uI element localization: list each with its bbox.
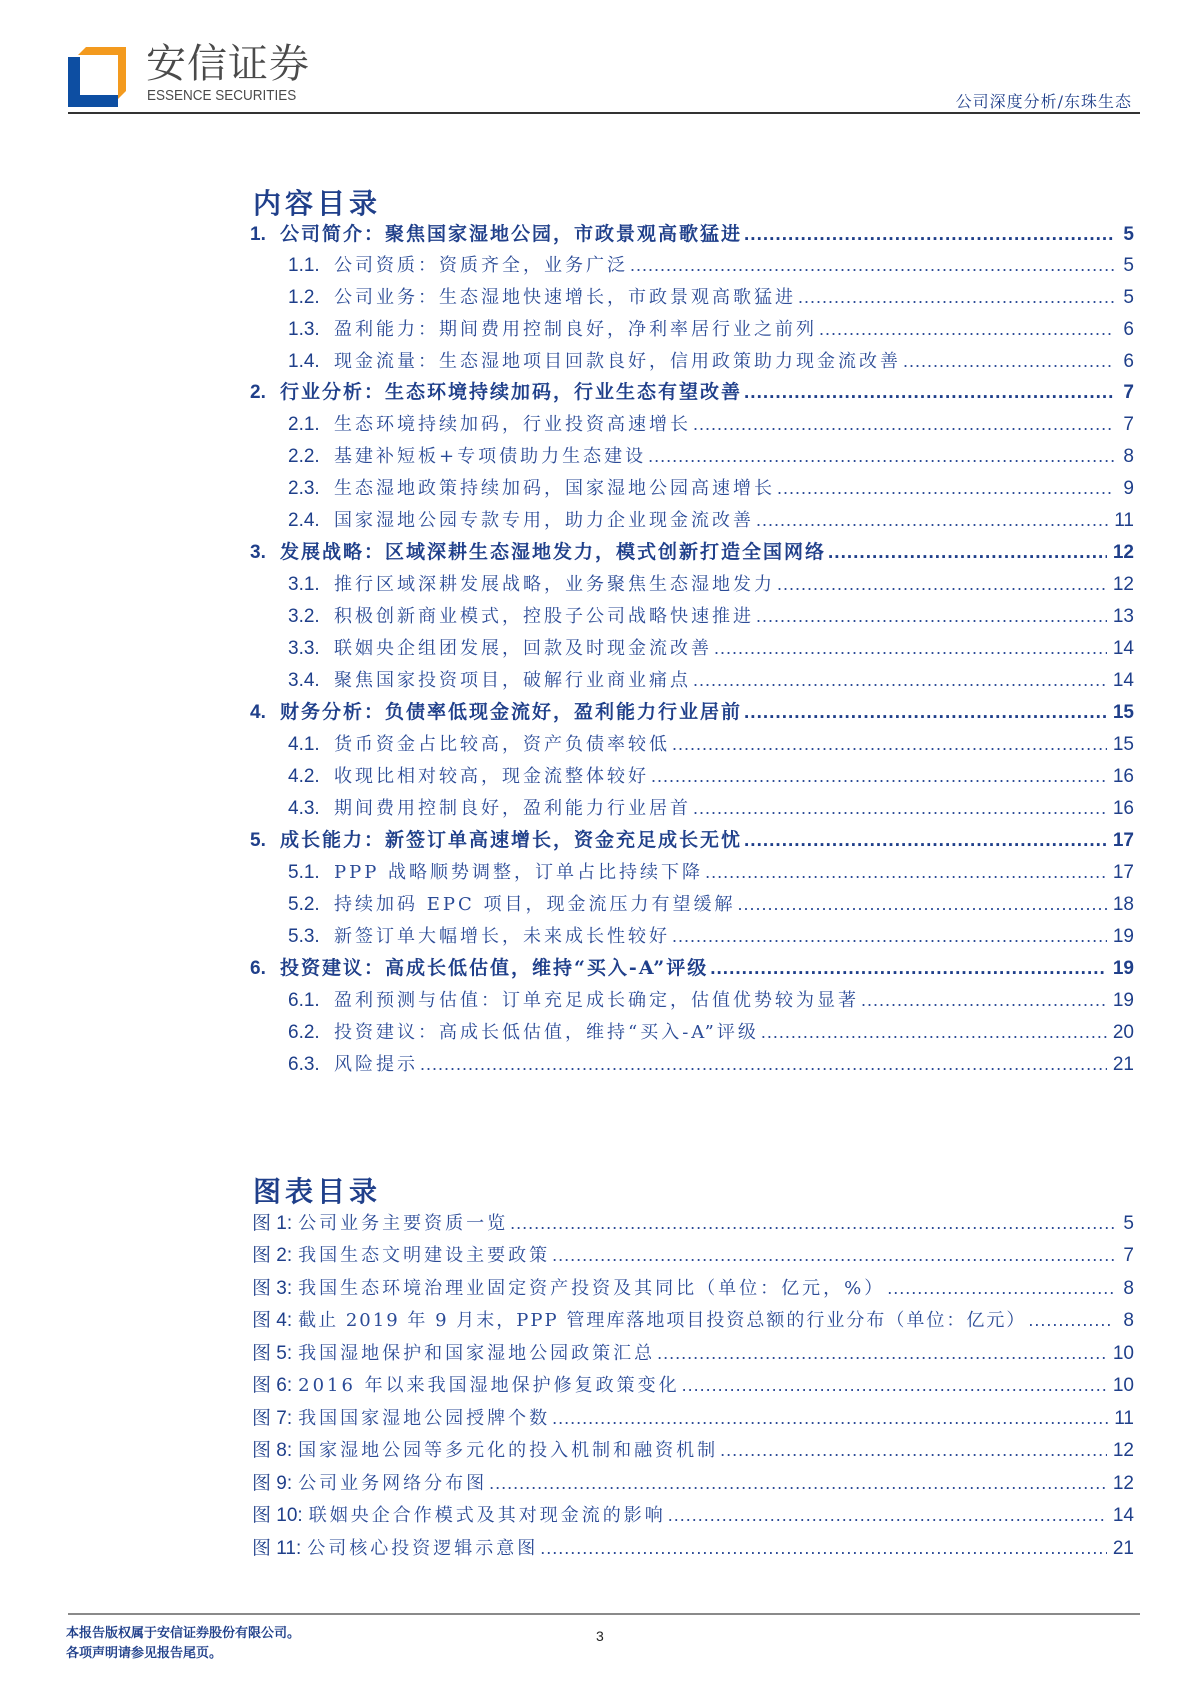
toc-entry-title: 联姻央企组团发展，回款及时现金流改善	[334, 638, 712, 659]
leader-dots	[420, 1051, 1107, 1077]
toc-entry[interactable]	[250, 539, 1134, 565]
toc-entry-title: 投资建议：高成长低估值，维持“买入-A”评级	[280, 957, 709, 979]
leader-dots	[672, 923, 1107, 949]
toc-title: 内容目录	[253, 187, 382, 220]
toc-entry[interactable]	[288, 411, 1134, 437]
toc-entry[interactable]	[288, 987, 1134, 1013]
toc-entry-title: 新签订单大幅增长，未来成长性较好	[334, 926, 670, 947]
figure-entry-page: 8	[1123, 1278, 1134, 1299]
toc-entry-page: 6	[1123, 351, 1134, 372]
toc-entry[interactable]	[250, 955, 1134, 981]
figure-entry[interactable]	[252, 1372, 1134, 1398]
toc-entry-title: 公司资质：资质齐全，业务广泛	[334, 255, 628, 276]
toc-entry[interactable]	[288, 507, 1134, 533]
essence-logo-icon	[68, 43, 126, 107]
toc-entry-page: 14	[1112, 670, 1134, 691]
toc-entry[interactable]	[250, 221, 1134, 247]
toc-entry-page: 9	[1123, 478, 1134, 499]
toc-entry-title: 盈利预测与估值：订单充足成长确定，估值优势较为显著	[334, 990, 859, 1011]
toc-entry-page: 7	[1123, 382, 1134, 403]
copyright-notice: 本报告版权属于安信证券股份有限公司。	[66, 1626, 301, 1641]
figure-entry[interactable]	[252, 1210, 1134, 1236]
toc-entry[interactable]	[288, 571, 1134, 597]
page-number: 3	[596, 1628, 604, 1644]
footer-divider	[68, 1613, 1140, 1615]
toc-entry-page: 13	[1112, 606, 1134, 627]
toc-entry-number: 6.	[250, 958, 266, 979]
toc-entry-title: 盈利能力：期间费用控制良好，净利率居行业之前列	[334, 319, 817, 340]
toc-entry-number: 6.2.	[288, 1022, 320, 1043]
toc-entry-title: PPP 战略顺势调整，订单占比持续下降	[334, 862, 704, 883]
toc-entry-title: 货币资金占比较高，资产负债率较低	[334, 734, 670, 755]
toc-entry[interactable]	[250, 827, 1134, 853]
figure-entry-number: 图 4:	[252, 1310, 293, 1331]
leader-dots	[861, 987, 1107, 1013]
toc-entry-title: 现金流量：生态湿地项目回款良好，信用政策助力现金流改善	[334, 351, 901, 372]
toc-entry-page: 19	[1112, 926, 1134, 947]
figure-entry-number: 图 9:	[252, 1473, 293, 1494]
toc-entry-page: 5	[1123, 224, 1134, 245]
leader-dots	[672, 731, 1107, 757]
toc-entry-number: 3.1.	[288, 574, 320, 595]
figure-entry-number: 图 1:	[252, 1213, 293, 1234]
figure-entry-title: 公司核心投资逻辑示意图	[307, 1538, 539, 1559]
figure-entry-page: 7	[1123, 1245, 1134, 1266]
figure-entry-title: 我国生态环境治理业固定资产投资及其同比（单位：亿元，%）	[298, 1278, 886, 1299]
toc-entry[interactable]	[288, 603, 1134, 629]
footer-disclaimer	[66, 1624, 300, 1664]
header-divider	[68, 112, 1140, 114]
toc-entry-number: 4.1.	[288, 734, 320, 755]
leader-dots	[710, 956, 1107, 982]
leader-dots	[552, 1405, 1108, 1431]
toc-entry-number: 2.1.	[288, 414, 320, 435]
leader-dots	[744, 700, 1107, 726]
toc-entry[interactable]	[250, 379, 1134, 405]
toc-entry-number: 1.	[250, 224, 266, 245]
toc-entry[interactable]	[288, 795, 1134, 821]
toc-entry-number: 1.3.	[288, 319, 320, 340]
figure-entry-title: 公司业务网络分布图	[298, 1473, 488, 1494]
figure-entry-title: 公司业务主要资质一览	[298, 1213, 509, 1234]
toc-entry-number: 2.2.	[288, 446, 320, 467]
leader-dots	[693, 667, 1107, 693]
figure-entry-title: 我国国家湿地公园授牌个数	[298, 1408, 551, 1429]
leader-dots	[819, 316, 1114, 342]
figure-entry-title: 我国生态文明建设主要政策	[298, 1245, 551, 1266]
toc-entry[interactable]	[288, 475, 1134, 501]
figure-entry-page: 8	[1123, 1310, 1134, 1331]
figure-entry[interactable]	[252, 1437, 1134, 1463]
leader-dots	[761, 1019, 1107, 1045]
toc-entry-page: 5	[1123, 255, 1134, 276]
figure-entry[interactable]	[252, 1535, 1134, 1561]
toc-entry-number: 2.3.	[288, 478, 320, 499]
figure-entry-number: 图 8:	[252, 1440, 293, 1461]
leader-dots	[828, 540, 1107, 566]
figure-entry-page: 21	[1112, 1538, 1134, 1559]
figure-entry[interactable]	[252, 1275, 1134, 1301]
leader-dots	[540, 1535, 1107, 1561]
toc-entry-number: 4.	[250, 702, 266, 723]
toc-entry-page: 6	[1123, 319, 1134, 340]
toc-entry-number: 2.	[250, 382, 266, 403]
figure-entry-number: 图 2:	[252, 1245, 293, 1266]
leader-dots	[720, 1437, 1107, 1463]
toc-entry-page: 19	[1112, 958, 1134, 979]
figure-entry-title: 2016 年以来我国湿地保护修复政策变化	[298, 1375, 680, 1396]
figure-entry-number: 图 10:	[252, 1505, 303, 1526]
leader-dots	[682, 1372, 1107, 1398]
figure-entry[interactable]	[252, 1502, 1134, 1528]
toc-entry-title: 国家湿地公园专款专用，助力企业现金流改善	[334, 510, 754, 531]
toc-entry-number: 3.2.	[288, 606, 320, 627]
figure-entry-number: 图 3:	[252, 1278, 293, 1299]
figure-entry-page: 10	[1112, 1375, 1134, 1396]
leader-dots	[903, 348, 1114, 374]
toc-entry-page: 16	[1112, 798, 1134, 819]
figure-entry[interactable]	[252, 1340, 1134, 1366]
leader-dots	[887, 1275, 1114, 1301]
toc-entry-page: 16	[1112, 766, 1134, 787]
leader-dots	[777, 571, 1107, 597]
toc-entry[interactable]	[288, 1019, 1134, 1045]
toc-entry-title: 风险提示	[334, 1054, 418, 1075]
toc-entry-page: 17	[1112, 830, 1134, 851]
leader-dots	[693, 411, 1114, 437]
toc-entry-number: 6.1.	[288, 990, 320, 1011]
toc-entry-page: 21	[1112, 1054, 1134, 1075]
figure-entry-page: 12	[1112, 1473, 1134, 1494]
figure-entry-page: 10	[1112, 1343, 1134, 1364]
toc-entry-title: 聚焦国家投资项目，破解行业商业痛点	[334, 670, 691, 691]
toc-entry-title: 生态湿地政策持续加码，国家湿地公园高速增长	[334, 478, 775, 499]
leader-dots	[1028, 1307, 1114, 1333]
toc-entry-title: 生态环境持续加码，行业投资高速增长	[334, 414, 691, 435]
toc-entry-number: 5.	[250, 830, 266, 851]
toc-entry-page: 12	[1112, 574, 1134, 595]
toc-entry-page: 17	[1112, 862, 1134, 883]
figure-entry-title: 国家湿地公园等多元化的投入机制和融资机制	[298, 1440, 719, 1461]
leader-dots	[668, 1502, 1107, 1528]
leader-dots	[756, 603, 1107, 629]
toc-entry-number: 3.	[250, 542, 266, 563]
toc-entry[interactable]	[288, 443, 1134, 469]
figure-entry[interactable]	[252, 1470, 1134, 1496]
leader-dots	[630, 252, 1114, 278]
toc-entry-title: 推行区域深耕发展战略，业务聚焦生态湿地发力	[334, 574, 775, 595]
toc-entry-number: 2.4.	[288, 510, 320, 531]
figure-entry-page: 5	[1123, 1213, 1134, 1234]
toc-entry-page: 11	[1114, 510, 1134, 531]
toc-entry-page: 7	[1123, 414, 1134, 435]
figure-entry-number: 图 7:	[252, 1408, 293, 1429]
toc-entry[interactable]	[288, 923, 1134, 949]
leader-dots	[737, 891, 1106, 917]
leader-dots	[693, 795, 1107, 821]
toc-entry-number: 3.4.	[288, 670, 320, 691]
toc-entry-number: 1.2.	[288, 287, 320, 308]
toc-entry[interactable]	[288, 635, 1134, 661]
toc-entry-title: 成长能力：新签订单高速增长，资金充足成长无忧	[280, 829, 743, 851]
figure-entry[interactable]	[252, 1307, 1134, 1333]
disclaimer-note: 各项声明请参见报告尾页。	[66, 1646, 223, 1661]
figure-entry[interactable]	[252, 1405, 1134, 1431]
leader-dots	[648, 443, 1114, 469]
toc-entry[interactable]	[288, 763, 1134, 789]
leader-dots	[714, 635, 1107, 661]
figure-entry-page: 14	[1112, 1505, 1134, 1526]
toc-entry-page: 5	[1123, 287, 1134, 308]
toc-entry-title: 财务分析：负债率低现金流好，盈利能力行业居前	[280, 701, 743, 723]
toc-entry-number: 1.1.	[288, 255, 320, 276]
toc-entry-title: 公司简介：聚焦国家湿地公园，市政景观高歌猛进	[280, 223, 743, 245]
figure-entry-title: 我国湿地保护和国家湿地公园政策汇总	[298, 1343, 656, 1364]
leader-dots	[489, 1470, 1107, 1496]
toc-entry-title: 行业分析：生态环境持续加码，行业生态有望改善	[280, 381, 743, 403]
toc-entry-number: 5.2.	[288, 894, 320, 915]
report-type: 公司深度分析/东珠生态	[955, 92, 1132, 111]
figure-entry-number: 图 5:	[252, 1343, 293, 1364]
toc-entry-title: 基建补短板+专项债助力生态建设	[334, 446, 647, 467]
toc-entry[interactable]	[288, 284, 1134, 310]
figure-entry-page: 11	[1114, 1408, 1134, 1429]
toc-entry-title: 投资建议：高成长低估值，维持“买入-A”评级	[334, 1022, 759, 1043]
toc-entry-title: 持续加码 EPC 项目，现金流压力有望缓解	[334, 894, 736, 915]
toc-entry-number: 4.2.	[288, 766, 320, 787]
leader-dots	[744, 828, 1107, 854]
toc-entry-page: 19	[1112, 990, 1134, 1011]
toc-entry[interactable]	[288, 667, 1134, 693]
leader-dots	[744, 222, 1114, 248]
figure-entry-title: 截止 2019 年 9 月末，PPP 管理库落地项目投资总额的行业分布（单位：亿元）	[298, 1310, 1027, 1331]
toc-entry-number: 5.3.	[288, 926, 320, 947]
toc-entry-title: 积极创新商业模式，控股子公司战略快速推进	[334, 606, 754, 627]
toc-entry-page: 15	[1112, 702, 1134, 723]
leader-dots	[756, 507, 1108, 533]
leader-dots	[510, 1210, 1114, 1236]
toc-entry[interactable]	[288, 1051, 1134, 1077]
page-header	[0, 0, 1200, 120]
toc-entry-page: 20	[1112, 1022, 1134, 1043]
toc-entry-page: 8	[1123, 446, 1134, 467]
leader-dots	[705, 859, 1107, 885]
toc-entry[interactable]	[288, 891, 1134, 917]
leader-dots	[552, 1242, 1114, 1268]
figure-entry[interactable]	[252, 1242, 1134, 1268]
toc-entry-title: 收现比相对较高，现金流整体较好	[334, 766, 649, 787]
leader-dots	[651, 763, 1107, 789]
logo-chinese-name: 安信证券	[146, 41, 310, 87]
toc-entry-page: 18	[1112, 894, 1134, 915]
toc-entry[interactable]	[288, 348, 1134, 374]
leader-dots	[657, 1340, 1107, 1366]
figure-entry-number: 图 6:	[252, 1375, 293, 1396]
toc-entry-page: 15	[1112, 734, 1134, 755]
figure-entry-title: 联姻央企合作模式及其对现金流的影响	[308, 1505, 666, 1526]
toc-entry-title: 发展战略：区域深耕生态湿地发力，模式创新打造全国网络	[280, 541, 827, 563]
figure-entry-page: 12	[1112, 1440, 1134, 1461]
toc-entry-number: 1.4.	[288, 351, 320, 372]
leader-dots	[798, 284, 1114, 310]
toc-entry-number: 6.3.	[288, 1054, 320, 1075]
figures-title: 图表目录	[253, 1175, 382, 1208]
toc-entry-number: 5.1.	[288, 862, 320, 883]
toc-entry[interactable]	[288, 859, 1134, 885]
toc-entry[interactable]	[288, 252, 1134, 278]
leader-dots	[744, 380, 1114, 406]
toc-entry[interactable]	[288, 316, 1134, 342]
toc-entry-page: 14	[1112, 638, 1134, 659]
logo-english-name: ESSENCE SECURITIES	[147, 87, 297, 104]
toc-entry[interactable]	[288, 731, 1134, 757]
toc-entry-number: 4.3.	[288, 798, 320, 819]
toc-entry-title: 期间费用控制良好，盈利能力行业居首	[334, 798, 691, 819]
toc-entry[interactable]	[250, 699, 1134, 725]
leader-dots	[777, 475, 1114, 501]
figure-entry-number: 图 11:	[252, 1538, 302, 1559]
toc-entry-page: 12	[1112, 542, 1134, 563]
toc-entry-title: 公司业务：生态湿地快速增长，市政景观高歌猛进	[334, 287, 796, 308]
toc-entry-number: 3.3.	[288, 638, 320, 659]
